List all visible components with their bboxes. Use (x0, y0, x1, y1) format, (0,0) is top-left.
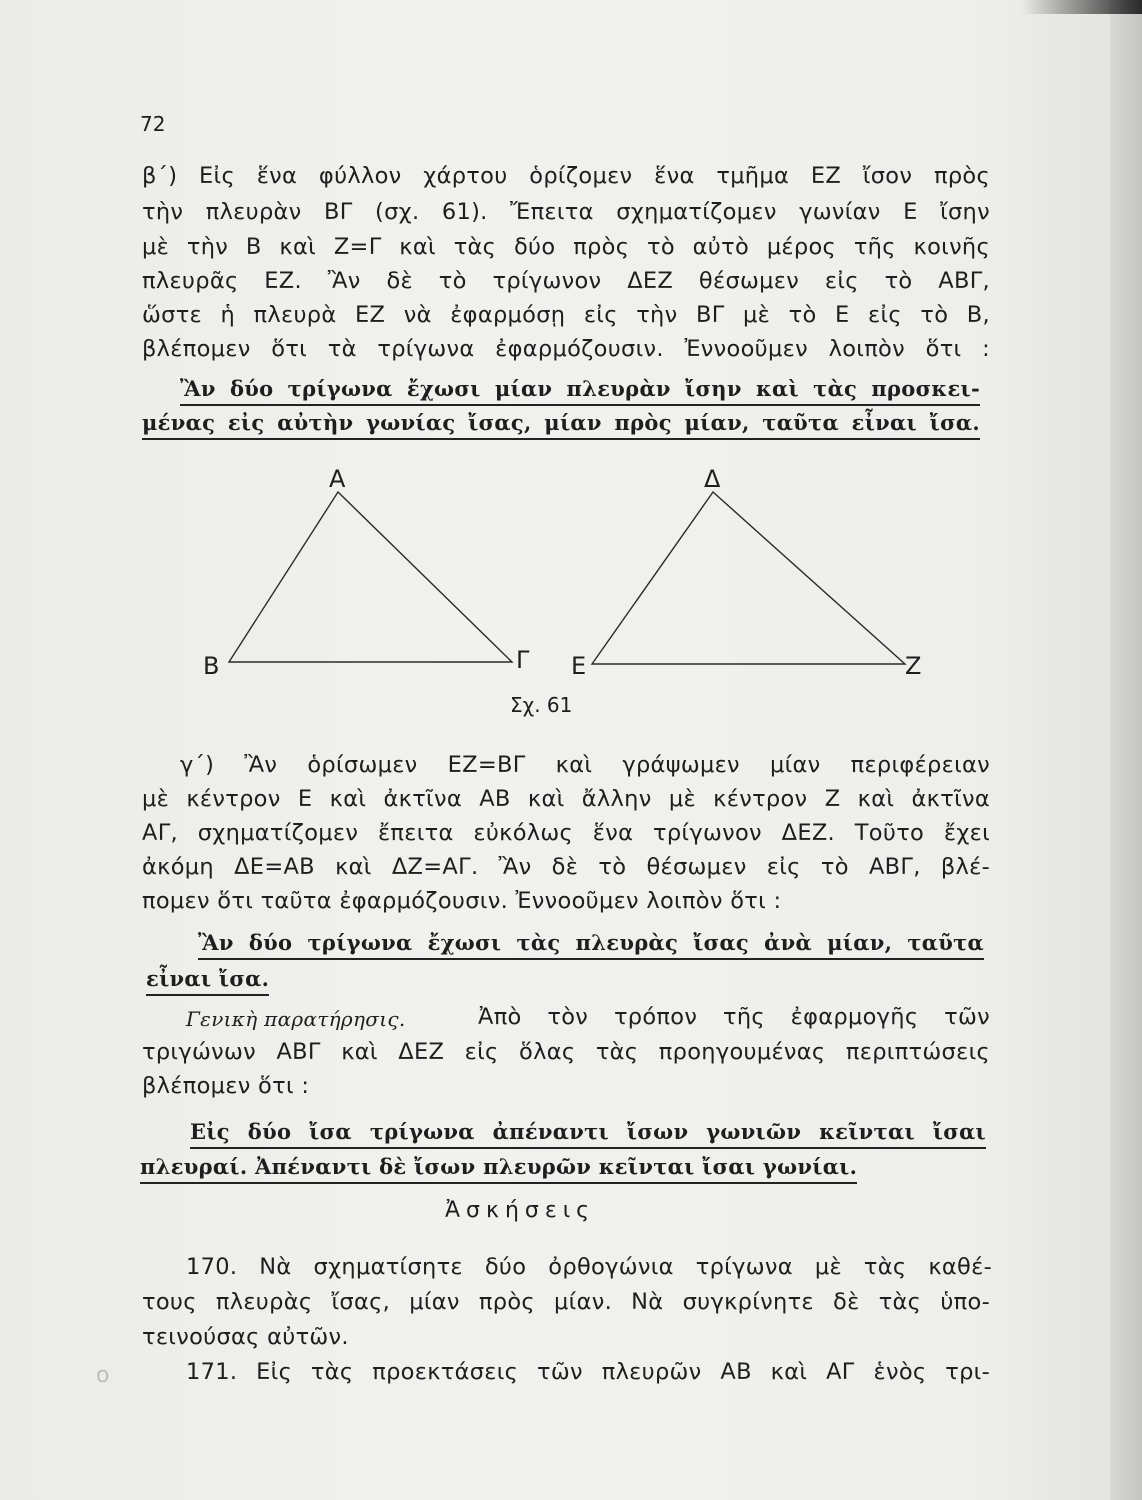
exercise-170-line: τους πλευρὰς ἴσας, μίαν πρὸς μίαν. Νὰ συγκρίνητε δὲ τὰς ὑπο- (142, 1289, 990, 1315)
exercise-170-line: τεινούσας αὐτῶν. (142, 1324, 349, 1350)
theorem-1-line: μένας εἰς αὐτὴν γωνίας ἴσας, μίαν πρὸς μίαν, ταῦτα εἶναι ἴσα. (142, 408, 980, 440)
exercise-170-line: 170. Νὰ σχηματίσητε δύο ὀρθογώνια τρίγωνα μὲ τὰς καθέ- (186, 1254, 992, 1280)
theorem-2-line: Ἂν δύο τρίγωνα ἔχωσι τὰς πλευρὰς ἴσας ἀνὰ μίαν, ταῦτα (198, 928, 984, 960)
triangle-dez (592, 492, 905, 664)
general-remark-label: Γενικὴ παρατήρησις. (186, 1007, 406, 1031)
paragraph-b-line: β΄) Εἰς ἕνα φύλλον χάρτου ὁρίζομεν ἕνα τμῆμα ΕΖ ἴσον πρὸς (142, 163, 990, 189)
paragraph-b-line: πλευρᾶς ΕΖ. Ἂν δὲ τὸ τρίγωνον ΔΕΖ θέσωμεν εἰς τὸ ΑΒΓ, (142, 268, 990, 294)
general-remark-line: τριγώνων ΑΒΓ καὶ ΔΕΖ εἰς ὅλας τὰς προηγουμένας περιπτώσεις (142, 1039, 990, 1065)
paragraph-c-line: ΑΓ, σχηματίζομεν ἔπειτα εὐκόλως ἕνα τρίγωνον ΔΕΖ. Τοῦτο ἔχει (142, 820, 990, 846)
vertex-label-b: Β (203, 652, 220, 680)
figure-caption: Σχ. 61 (510, 693, 573, 717)
paragraph-c-line: πομεν ὅτι ταῦτα ἐφαρμόζουσιν. Ἐννοοῦμεν λοιπὸν ὅτι : (142, 888, 782, 914)
paragraph-b-line: μὲ τὴν Β καὶ Ζ=Γ καὶ τὰς δύο πρὸς τὸ αὐτὸ μέρος τῆς κοινῆς (142, 234, 990, 260)
vertex-label-z: Ζ (905, 652, 922, 680)
paragraph-c-line: μὲ κέντρον Ε καὶ ἀκτῖνα ΑΒ καὶ ἄλλην μὲ κέντρον Ζ καὶ ἀκτῖνα (142, 786, 990, 812)
paragraph-b-line: ὥστε ἡ πλευρὰ ΕΖ νὰ ἐφαρμόσῃ εἰς τὴν ΒΓ μὲ τὸ Ε εἰς τὸ Β, (142, 302, 990, 328)
vertex-label-d: Δ (704, 465, 721, 493)
triangle-abg (229, 492, 512, 662)
theorem-3-line: πλευραί. Ἀπέναντι δὲ ἴσων πλευρῶν κεῖνται ἴσαι γωνίαι. (140, 1152, 857, 1184)
vertex-label-g: Γ (516, 646, 530, 674)
margin-mark: o (96, 1363, 110, 1388)
theorem-1-line: Ἂν δύο τρίγωνα ἔχωσι μίαν πλευρὰν ἴσην καὶ τὰς προσκει- (180, 374, 980, 406)
general-remark-line: Ἀπὸ τὸν τρόπον τῆς ἐφαρμογῆς τῶν (478, 1004, 990, 1030)
vertex-label-a: Α (329, 465, 346, 493)
vertex-label-e: Ε (571, 652, 587, 680)
exercises-heading: Ἀσκήσεις (445, 1198, 596, 1223)
theorem-3-line: Εἰς δύο ἴσα τρίγωνα ἀπέναντι ἴσων γωνιῶν κεῖνται ἴσαι (190, 1117, 986, 1149)
theorem-2-line: εἶναι ἴσα. (146, 964, 269, 996)
exercise-171-line: 171. Εἰς τὰς προεκτάσεις τῶν πλευρῶν ΑΒ καὶ ΑΓ ἑνὸς τρι- (186, 1359, 990, 1385)
paragraph-b-line: τὴν πλευρὰν ΒΓ (σχ. 61). Ἔπειτα σχηματίζομεν γωνίαν Ε ἴσην (142, 199, 990, 225)
page-number: 72 (140, 112, 166, 136)
paragraph-c-line: γ΄) Ἂν ὁρίσωμεν ΕΖ=ΒΓ καὶ γράψωμεν μίαν περιφέρειαν (180, 752, 990, 778)
paragraph-c-line: ἀκόμη ΔΕ=ΑΒ καὶ ΔΖ=ΑΓ. Ἂν δὲ τὸ θέσωμεν εἰς τὸ ΑΒΓ, βλέ- (142, 854, 990, 880)
general-remark-line: βλέπομεν ὅτι : (142, 1073, 310, 1099)
paragraph-b-line: βλέπομεν ὅτι τὰ τρίγωνα ἐφαρμόζουσιν. Ἐννοοῦμεν λοιπὸν ὅτι : (142, 336, 990, 362)
